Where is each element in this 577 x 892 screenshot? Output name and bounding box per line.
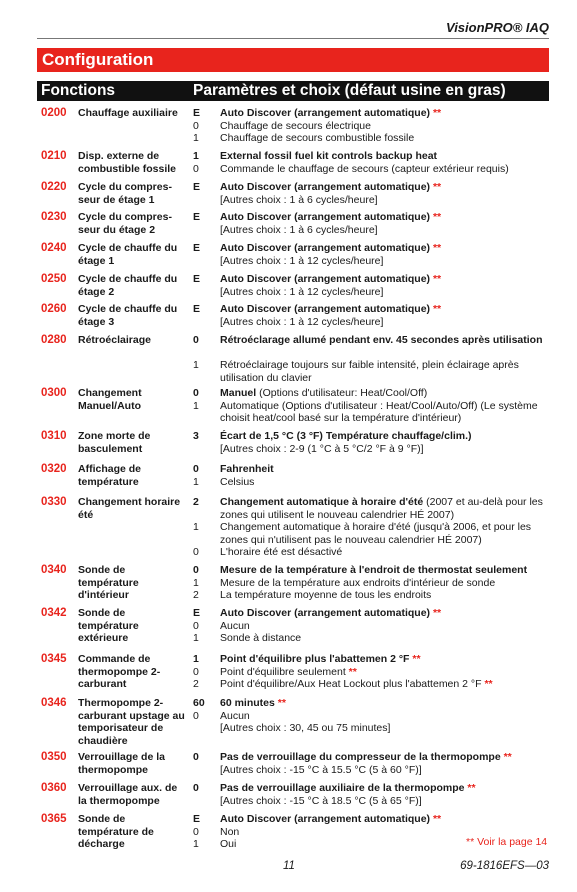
option-value: 1 (193, 475, 199, 488)
option-text: Écart de 1,5 °C (3 °F) Température chauffage/clim.) (220, 430, 472, 442)
function-name: Thermopompe 2-carburant upstage au temporisateur de chaudière (78, 697, 185, 747)
option-value: 0 (193, 546, 199, 558)
option-text: External fossil fuel kit controls backup heat (220, 150, 438, 162)
function-name: Rétroéclairage (78, 334, 151, 346)
footnote-marker: ** (432, 273, 442, 285)
option-value: 0 (193, 564, 199, 576)
option-value: E (193, 273, 201, 285)
function-code: 0240 (41, 242, 67, 254)
option-text: La température moyenne de tous les endroits (220, 589, 432, 601)
footnote-marker: ** (484, 678, 493, 690)
page-number: 11 (283, 860, 295, 872)
function-code: 0346 (41, 697, 67, 709)
document-id: 69-1816EFS—03 (460, 860, 549, 872)
option-text: [Autres choix : 1 à 12 cycles/heure] (220, 254, 384, 267)
function-code: 0210 (41, 150, 67, 162)
function-name: Changement horaire été (78, 496, 181, 521)
footnote-marker: ** (432, 813, 442, 825)
option-value: E (193, 303, 201, 315)
function-code: 0300 (41, 387, 67, 399)
option-value: 1 (193, 359, 199, 371)
option-value: E (193, 813, 201, 825)
option-value: E (193, 181, 201, 193)
option-text: Celsius (220, 475, 255, 488)
option-text: Commande le chauffage de secours (capteur extérieur requis) (220, 162, 509, 175)
option-text: Point d'équilibre/Aux Heat Lockout plus l'abattemen 2 °F ** (220, 678, 493, 690)
option-value: 1 (193, 632, 199, 644)
function-name: Cycle de chauffe du étage 2 (78, 273, 178, 298)
option-value: 0 (193, 619, 199, 632)
option-value: 0 (193, 387, 199, 399)
function-code: 0340 (41, 564, 67, 576)
option-value: 1 (193, 150, 199, 162)
function-name: Cycle de chauffe du étage 3 (78, 303, 178, 328)
footnote-marker: ** (432, 303, 442, 315)
option-text: Auto Discover (arrangement automatique) ** (220, 181, 442, 193)
option-text: Auto Discover (arrangement automatique) ** (220, 813, 442, 825)
option-text: [Autres choix : 1 à 12 cycles/heure] (220, 285, 384, 298)
option-text: [Autres choix : 30, 45 ou 75 minutes] (220, 722, 391, 734)
option-value: E (193, 107, 201, 119)
option-value: 1 (193, 132, 199, 144)
option-value: 0 (193, 162, 199, 175)
option-text: Auto Discover (arrangement automatique) ** (220, 107, 442, 119)
function-name: Disp. externe de combustible fossile (78, 150, 177, 175)
option-text: Chauffage de secours électrique (220, 119, 371, 132)
option-text: L'horaire été est désactivé (220, 546, 343, 558)
function-code: 0260 (41, 303, 67, 315)
function-name: Changement Manuel/Auto (78, 387, 142, 412)
option-text: Mesure de la température aux endroits d'intérieur de sonde (220, 576, 496, 589)
option-value: 1 (193, 838, 199, 850)
function-name: Chauffage auxiliaire (78, 107, 178, 119)
footnote-marker: ** (277, 697, 286, 709)
option-text: Point d'équilibre seulement ** (220, 665, 357, 678)
option-value: 0 (193, 825, 199, 838)
function-code: 0345 (41, 653, 67, 665)
option-value: 1 (193, 653, 199, 665)
option-text: Auto Discover (arrangement automatique) ** (220, 607, 442, 619)
option-value: E (193, 211, 201, 223)
function-code: 0360 (41, 782, 67, 794)
option-value: 1 (193, 576, 199, 589)
footnote-marker: ** (432, 211, 442, 223)
function-code: 0330 (41, 496, 67, 508)
footnote-marker: ** (467, 782, 476, 794)
option-value: 0 (193, 709, 199, 722)
function-code: 0230 (41, 211, 67, 223)
footnote-marker: ** (348, 665, 357, 678)
function-name: Sonde de température d'intérieur (78, 564, 139, 601)
option-text: Automatique (Options d'utilisateur : Heat/Cool/Auto/Off) (Le système choisit heat/cool basé sur la température d'intérieur) (220, 399, 538, 424)
function-code: 0220 (41, 181, 67, 193)
function-name: Sonde de température de décharge (78, 813, 154, 850)
option-value: 2 (193, 678, 199, 690)
option-value: 2 (193, 589, 199, 601)
brand-label: VisionPRO® IAQ (446, 20, 549, 35)
footnote-marker: ** (412, 653, 421, 665)
option-text: [Autres choix : -15 °C à 15.5 °C (5 à 60 °F)] (220, 763, 422, 776)
section-title: Configuration (37, 48, 549, 72)
option-text: Auto Discover (arrangement automatique) ** (220, 242, 442, 254)
option-text: Point d'équilibre plus l'abattemen 2 °F ** (220, 653, 421, 665)
option-value: 0 (193, 119, 199, 132)
column-functions: Fonctions (41, 82, 116, 99)
option-text: Auto Discover (arrangement automatique) ** (220, 303, 442, 315)
option-text: [Autres choix : -15 °C à 18.5 °C (5 à 65 °F)] (220, 794, 422, 807)
option-text: Auto Discover (arrangement automatique) ** (220, 211, 442, 223)
option-text: Oui (220, 838, 237, 850)
footnote-marker: ** (432, 242, 442, 254)
function-code: 0342 (41, 607, 67, 619)
footnote-marker: ** (432, 181, 442, 193)
option-text: Aucun (220, 619, 250, 632)
option-value: 60 (193, 697, 205, 709)
option-text: Rétroéclarage allumé pendant env. 45 secondes après utilisation (220, 334, 543, 346)
function-code: 0280 (41, 334, 67, 346)
option-text: Auto Discover (arrangement automatique) ** (220, 273, 442, 285)
option-value: 3 (193, 430, 199, 442)
option-value: 1 (193, 399, 199, 412)
function-code: 0365 (41, 813, 67, 825)
option-text: Sonde à distance (220, 632, 302, 644)
function-code: 0320 (41, 463, 67, 475)
option-text: Fahrenheit (220, 463, 274, 475)
function-name: Verrouillage de la thermopompe (78, 751, 165, 776)
function-name: Zone morte de basculement (78, 430, 151, 455)
function-name: Cycle du compres-seur du étage 2 (78, 211, 172, 236)
option-text: Rétroéclairage toujours sur faible intensité, plein éclairage après utilisation du clavier (220, 359, 519, 384)
option-value: 1 (193, 521, 199, 533)
option-text: Chauffage de secours combustible fossile (220, 132, 415, 144)
option-text: Pas de verrouillage du compresseur de la thermopompe ** (220, 751, 512, 763)
option-text: [Autres choix : 1 à 6 cycles/heure] (220, 223, 378, 236)
option-text: Mesure de la température à l'endroit de thermostat seulement (220, 564, 528, 576)
option-text: [Autres choix : 2-9 (1 °C à 5 °C/2 °F à 9 °F)] (220, 442, 424, 455)
option-value: 0 (193, 751, 199, 763)
function-name: Cycle du compres-seur de étage 1 (78, 181, 172, 206)
option-text: [Autres choix : 1 à 12 cycles/heure] (220, 315, 384, 328)
function-name: Sonde de température extérieure (78, 607, 139, 644)
function-code: 0200 (41, 107, 67, 119)
function-name: Commande de thermopompe 2-carburant (78, 653, 161, 690)
option-text: Changement automatique à horaire d'été (jusqu'à 2006, et pour les zones qui n'utilisent pas le nouveau calendrier HÉ 2007) (220, 521, 532, 546)
function-code: 0350 (41, 751, 67, 763)
footnote: ** Voir la page 14 (466, 836, 548, 848)
footnote-marker: ** (503, 751, 512, 763)
option-value: 0 (193, 463, 199, 475)
function-name: Affichage de température (78, 463, 142, 488)
option-value: E (193, 607, 201, 619)
function-code: 0310 (41, 430, 67, 442)
footnote-marker: ** (432, 107, 442, 119)
footnote-marker: ** (432, 607, 442, 619)
function-name: Cycle de chauffe du étage 1 (78, 242, 178, 267)
option-text: Aucun (220, 709, 250, 722)
option-value: 2 (193, 496, 199, 508)
option-text: [Autres choix : 1 à 6 cycles/heure] (220, 193, 378, 206)
option-text: 60 minutes ** (220, 697, 286, 709)
option-text: Changement automatique à horaire d'été (2007 et au-delà pour les zones qui utilisent le nouveau calendrier HÉ 2007) (220, 496, 543, 521)
option-value: 0 (193, 782, 199, 794)
column-params: Paramètres et choix (défaut usine en gras) (193, 82, 506, 99)
option-text: Non (220, 825, 240, 838)
option-value: 0 (193, 334, 199, 346)
option-text: Pas de verrouillage auxiliaire de la thermopompe ** (220, 782, 476, 794)
option-value: E (193, 242, 201, 254)
function-name: Verrouillage aux. de la thermopompe (78, 782, 178, 807)
option-value: 0 (193, 665, 199, 678)
option-text: Manuel (Options d'utilisateur: Heat/Cool/Off) (220, 387, 428, 399)
function-code: 0250 (41, 273, 67, 285)
